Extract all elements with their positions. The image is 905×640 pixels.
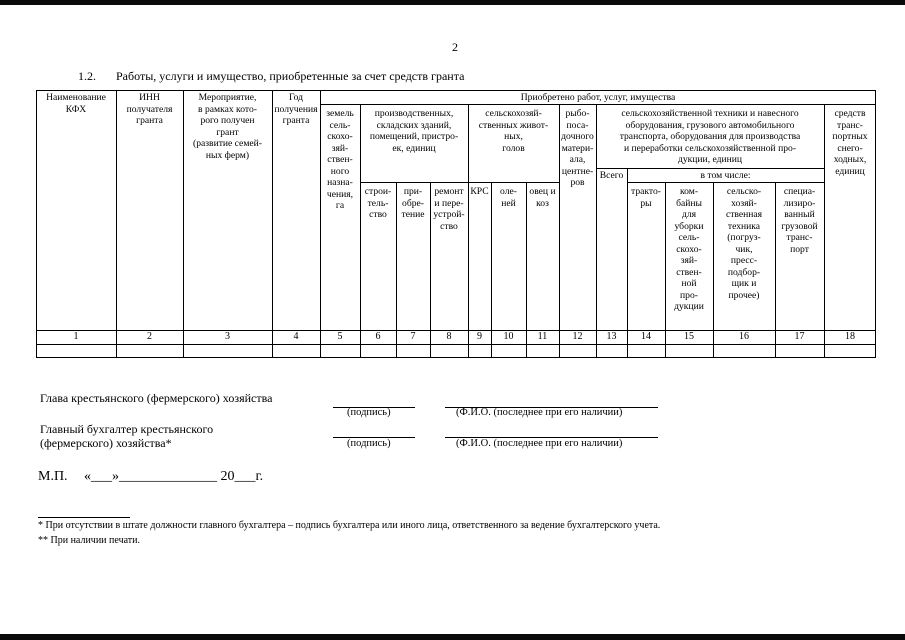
column-number: 6: [375, 331, 381, 342]
header-total: Всего: [599, 170, 624, 181]
bottom-border: [0, 634, 905, 640]
column-number: 14: [641, 331, 651, 342]
header-buildings: производственных, складских зданий, помещений, пристро- ек, единиц: [369, 108, 459, 154]
column-number: 13: [606, 331, 617, 342]
column-number: 3: [225, 331, 230, 342]
top-border: [0, 0, 905, 5]
header-incl: в том числе:: [700, 170, 751, 181]
head-name-hint: (Ф.И.О. (последнее при его наличии): [456, 407, 623, 418]
grant-table: [36, 90, 876, 358]
accountant-label-line2: (фермерского) хозяйства*: [40, 436, 172, 450]
footnote-1: * При отсутствии в штате должности главного бухгалтера – подпись бухгалтера или иного лица, ответственного за ведение бухгалтерского учета.: [38, 520, 661, 531]
header-tractors: тракто- ры: [631, 186, 661, 209]
header-repair: ремонт и пере- устрой- ство: [433, 186, 465, 232]
header-animals: сельскохозяй- ственных живот- ных, голов: [478, 108, 549, 154]
header-kfh-name: Наименование КФХ: [46, 92, 106, 115]
header-krs: КРС: [470, 186, 489, 197]
section-number: 1.2.: [78, 69, 96, 83]
header-inn: ИНН получателя гранта: [126, 92, 173, 126]
column-number: 17: [794, 331, 805, 342]
column-number: 9: [477, 331, 482, 342]
header-sheep: овец и коз: [529, 186, 556, 209]
accountant-signature-hint: (подпись): [347, 438, 391, 449]
head-label: Глава крестьянского (фермерского) хозяйства: [40, 391, 273, 405]
footnote-2: ** При наличии печати.: [38, 535, 140, 546]
head-signature-hint: (подпись): [347, 407, 391, 418]
header-land: земель сель- скохо- зяй- ствен- ного назна- чения, га: [326, 108, 354, 211]
header-special-transport: специа- лизиро- ванный грузовой транс- порт: [781, 186, 818, 255]
header-harvesters: ком- байны для уборки сель- скохо- зяй- ствен- ной про- дукции: [674, 186, 704, 312]
header-deer: оле- ней: [500, 186, 517, 209]
header-grant-year: Год получения гранта: [274, 92, 318, 126]
column-number: 5: [337, 331, 343, 342]
header-machinery: сельскохозяйственной техники и навесного оборудования, грузового автомобильного транспорта, оборудования для производства и переработки сельскохозяйственной про- дукции, единиц: [619, 108, 801, 165]
header-purchase: при- обре- тение: [401, 186, 425, 220]
stamp-label: М.П.: [38, 469, 68, 484]
column-number: 11: [537, 331, 548, 342]
accountant-name-hint: (Ф.И.О. (последнее при его наличии): [456, 438, 623, 449]
column-number: 15: [684, 331, 694, 342]
header-agri-equipment: сельско- хозяй- ственная техника (погруз- чик, пресс- подбор- щик и прочее): [725, 186, 763, 301]
header-fish: рыбо- поса- дочного матери- ала, центне- ров: [561, 108, 594, 188]
section-title: Работы, услуги и имущество, приобретенные за счет средств гранта: [116, 69, 465, 83]
column-number: 8: [446, 331, 452, 342]
accountant-label-line1: Главный бухгалтер крестьянского: [40, 422, 214, 436]
column-number: 10: [503, 331, 514, 342]
column-number: 16: [739, 331, 749, 342]
column-number: 18: [845, 331, 855, 342]
section-heading: [78, 69, 464, 84]
column-number: 2: [147, 331, 152, 342]
header-acquired: Приобретено работ, услуг, имущества: [520, 92, 676, 103]
column-number: 7: [410, 331, 416, 342]
date-line: «___»______________ 20___г.: [84, 469, 264, 484]
header-construction: строи- тель- ство: [364, 186, 392, 220]
page-number: 2: [452, 40, 458, 54]
footnote-separator: [38, 517, 130, 518]
header-snow-vehicles: средств транс- портных снего- ходных, единиц: [832, 108, 868, 177]
header-event: Мероприятие, в рамках кото- рого получен грант (развитие семей- ных ферм): [193, 92, 262, 161]
column-number: 12: [572, 331, 583, 342]
column-number: 1: [73, 331, 79, 342]
column-number: 4: [293, 331, 299, 342]
